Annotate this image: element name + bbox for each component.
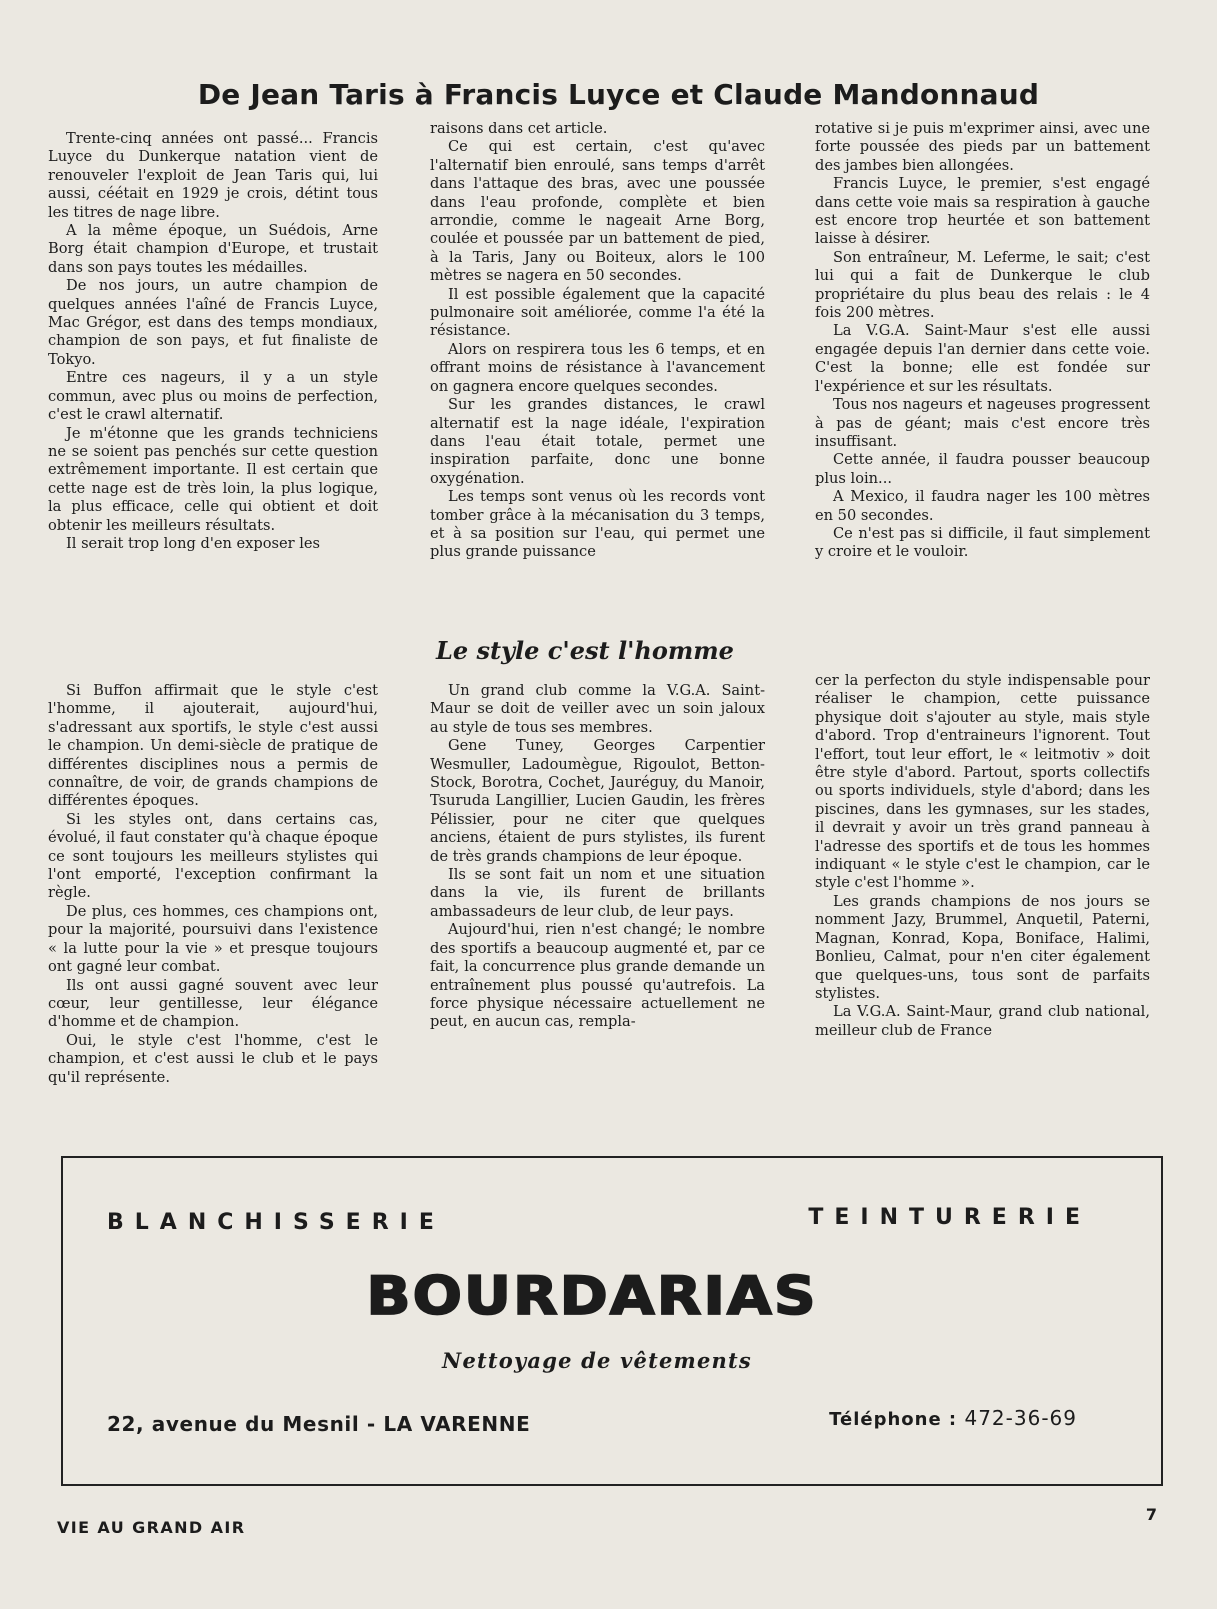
paragraph: Les temps sont venus où les records vont tomber grâce à la mécanisation du 3 temps, et à sa position sur l'eau, qui permet une plus grande puissance [430, 488, 765, 561]
paragraph: cer la perfecton du style indispensable pour réaliser le champion, cette puissance physique doit s'ajouter au style, mais style d'abord. Trop d'entraineurs l'ignorent. Tout l'effort, tout leur effort, le « leitmotiv » doit être style d'abord. Partout, sports collectifs ou sports individuels, style d'abord; dans les piscines, dans les gymnases, sur les stades, il devrait y avoir un très grand panneau à l'adresse des sportifs et de tous les hommes indiquant « le style c'est le champion, car le style c'est l'homme ». [815, 672, 1150, 892]
paragraph: La V.G.A. Saint-Maur s'est elle aussi engagée depuis l'an dernier dans cette voie. C'est la bonne; elle est fondée sur l'expérience et sur les résultats. [815, 322, 1150, 395]
paragraph: Ils se sont fait un nom et une situation dans la vie, ils furent de brillants ambassadeurs de leur club, de leur pays. [430, 866, 765, 920]
ad-left-heading: BLANCHISSERIE [107, 1210, 445, 1235]
ad-right-heading: TEINTURERIE [808, 1205, 1091, 1230]
paragraph: La V.G.A. Saint-Maur, grand club national, meilleur club de France [815, 1003, 1150, 1039]
advertisement-box [61, 1156, 1163, 1486]
paragraph: Alors on respirera tous les 6 temps, et en offrant moins de résistance à l'avancement on gagnera encore quelques secondes. [430, 340, 765, 395]
article-column-1 [48, 130, 378, 553]
paragraph: Trente-cinq années ont passé... Francis Luyce du Dunkerque natation vient de renouveler l'exploit de Jean Taris qui, lui aussi, céétait en 1929 je crois, détint tous les titres de nage libre. [48, 130, 378, 221]
paragraph: Aujourd'hui, rien n'est changé; le nombre des sportifs a beaucoup augmenté et, par ce fait, la concurrence plus grande demande un entraînement plus poussé qu'autrefois. La force physique nécessaire actuellement ne peut, en aucun cas, rempla- [430, 921, 765, 1031]
section-column-3 [815, 672, 1150, 1040]
section-subtitle: Le style c'est l'homme [436, 636, 734, 665]
page-number: 7 [1145, 1505, 1157, 1524]
paragraph: A la même époque, un Suédois, Arne Borg était champion d'Europe, et trustait dans son pays toutes les médailles. [48, 222, 378, 276]
paragraph: Ce qui est certain, c'est qu'avec l'alternatif bien enroulé, sans temps d'arrêt dans l'attaque des bras, avec une poussée dans l'eau profonde, complète et bien arrondie, comme le nageait Arne Borg, coulée et poussée par un battement de pied, à la Taris, Jany ou Boiteux, alors le 100 mètres se nagera en 50 secondes. [430, 138, 765, 285]
paragraph: Cette année, il faudra pousser beaucoup plus loin... [815, 451, 1150, 487]
paragraph: A Mexico, il faudra nager les 100 mètres en 50 secondes. [815, 488, 1150, 524]
ad-brand-name: BOURDARIAS [366, 1265, 818, 1327]
ad-phone-number: 472-36-69 [964, 1406, 1077, 1430]
paragraph: De plus, ces hommes, ces champions ont, pour la majorité, poursuivi dans l'existence « la lutte pour la vie » et presque toujours ont gagné leur combat. [48, 902, 378, 976]
ad-tagline: Nettoyage de vêtements [442, 1348, 752, 1373]
article-title: De Jean Taris à Francis Luyce et Claude Mandonnaud [197, 78, 1040, 111]
article-column-3 [815, 120, 1150, 562]
publication-name: VIE AU GRAND AIR [57, 1518, 246, 1537]
ad-phone [829, 1406, 1077, 1430]
section-column-2 [430, 682, 765, 1032]
ad-address: 22, avenue du Mesnil - LA VARENNE [107, 1412, 531, 1436]
paragraph: Entre ces nageurs, il y a un style commun, avec plus ou moins de perfection, c'est le crawl alternatif. [48, 369, 378, 424]
paragraph: Il serait trop long d'en exposer les [66, 534, 321, 552]
paragraph: Oui, le style c'est l'homme, c'est le champion, et c'est aussi le club et le pays qu'il représente. [48, 1031, 378, 1086]
paragraph: raisons dans cet article. [430, 120, 608, 137]
section-column-1 [48, 682, 378, 1087]
paragraph: Sur les grandes distances, le crawl alternatif est la nage idéale, l'expiration dans l'eau était totale, permet une inspiration parfaite, donc une bonne oxygénation. [430, 396, 765, 487]
article-column-2 [430, 120, 765, 562]
paragraph: Les grands champions de nos jours se nomment Jazy, Brummel, Anquetil, Paterni, Magnan, Konrad, Kopa, Boniface, Halimi, Bonlieu, Calmat, pour n'en citer également que quelques-uns, tous sont de parfaits stylistes. [815, 892, 1150, 1002]
paragraph: Il est possible également que la capacité pulmonaire soit améliorée, comme l'a été la résistance. [430, 285, 765, 340]
paragraph: Tous nos nageurs et nageuses progressent à pas de géant; mais c'est encore très insuffisant. [815, 396, 1150, 450]
paragraph: Ce n'est pas si difficile, il faut simplement y croire et le vouloir. [815, 524, 1150, 561]
paragraph: Gene Tuney, Georges Carpentier Wesmuller, Ladoumègue, Rigoulot, Betton-Stock, Borotra, Cochet, Jauréguy, du Manoir, Tsuruda Langillier, Lucien Gaudin, les frères Pélissier, pour ne citer que quelques anciens, étaient de purs stylistes, ils furent de très grands champions de leur époque. [430, 737, 765, 865]
paragraph: Ils ont aussi gagné souvent avec leur cœur, leur gentillesse, leur élégance d'homme et de champion. [48, 976, 378, 1031]
paragraph: Si Buffon affirmait que le style c'est l'homme, il ajouterait, aujourd'hui, s'adressant aux sportifs, le style c'est aussi le champion. Un demi-siècle de pratique de différentes disciplines nous a permis de connaître, de voir, de grands champions de différentes époques. [48, 682, 378, 810]
paragraph: Si les styles ont, dans certains cas, évolué, il faut constater qu'à chaque époque ce sont toujours les meilleurs stylistes qui l'ont emporté, l'exception confirmant la règle. [48, 810, 378, 902]
ad-phone-label: Téléphone : [829, 1409, 958, 1430]
paragraph: Francis Luyce, le premier, s'est engagé dans cette voie mais sa respiration à gauche est encore trop heurtée et son battement laisse à désirer. [815, 175, 1150, 248]
paragraph: rotative si je puis m'exprimer ainsi, avec une forte poussée des pieds par un battement des jambes bien allongées. [815, 120, 1150, 174]
paragraph: Un grand club comme la V.G.A. Saint-Maur se doit de veiller avec un soin jaloux au style de tous ses membres. [430, 682, 765, 736]
paragraph: De nos jours, un autre champion de quelques années l'aîné de Francis Luyce, Mac Grégor, est dans des temps mondiaux, champion de son pays, et fut finaliste de Tokyo. [48, 277, 378, 368]
paragraph: Je m'étonne que les grands techniciens ne se soient pas penchés sur cette question extrêmement importante. Il est certain que cette nage est de très loin, la plus logique, la plus efficace, celle qui obtient et doit obtenir les meilleurs résultats. [48, 424, 378, 534]
paragraph: Son entraîneur, M. Leferme, le sait; c'est lui qui a fait de Dunkerque le club propriétaire du plus beau des relais : le 4 fois 200 mètres. [815, 248, 1150, 322]
